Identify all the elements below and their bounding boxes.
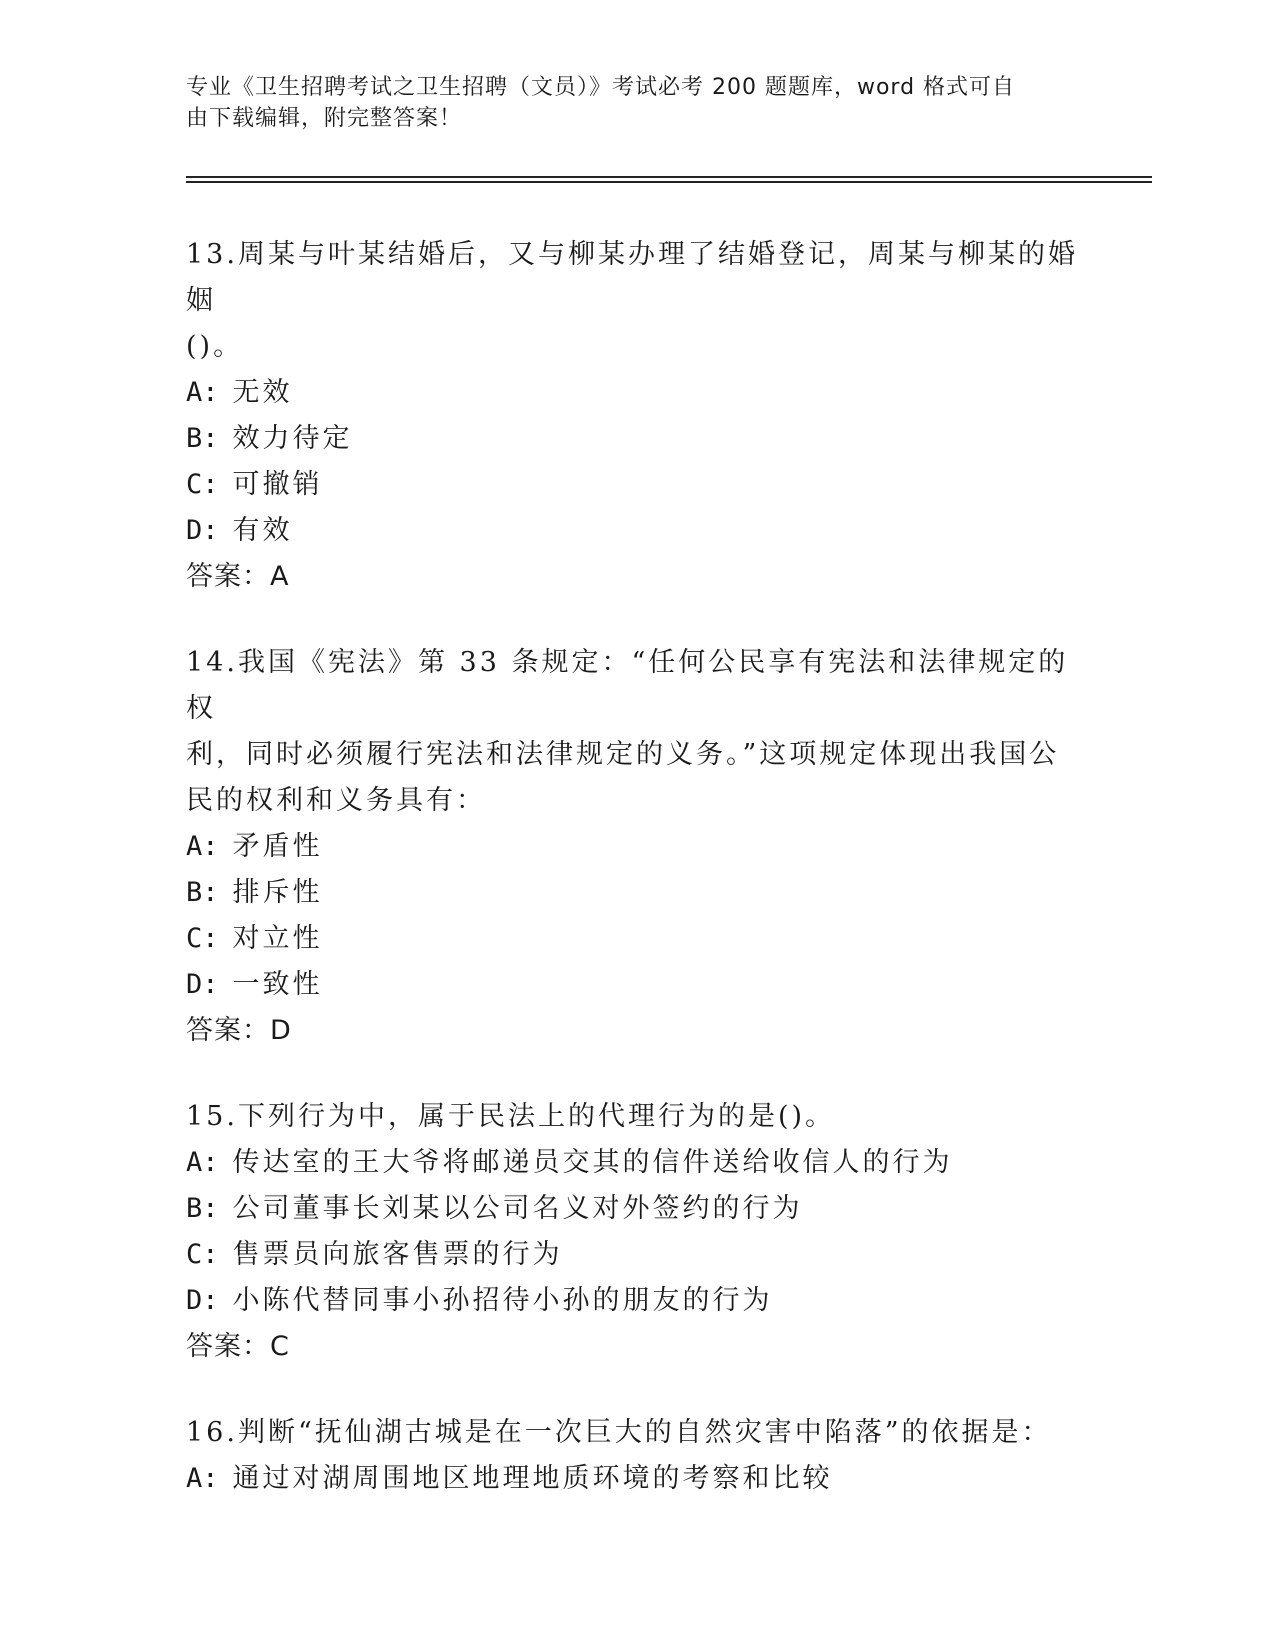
option-c [186, 916, 1086, 962]
option-b [186, 1186, 1086, 1232]
header-rule-top [186, 176, 1152, 178]
option-c [186, 462, 1086, 508]
option-letter: D: [186, 515, 219, 546]
option-text: 效力待定 [232, 423, 353, 454]
option-text: 无效 [232, 377, 293, 408]
option-d [186, 1278, 1086, 1324]
header-rule-bottom [186, 181, 1152, 183]
question-stem-line: 15.下列行为中，属于民法上的代理行为的是()。 [186, 1101, 836, 1132]
question-13 [186, 232, 1086, 600]
option-text: 传达室的王大爷将邮递员交其的信件送给收信人的行为 [232, 1147, 953, 1178]
question-15 [186, 1094, 1086, 1370]
option-letter: A: [186, 1463, 219, 1494]
question-stem-line: 13.周某与叶某结婚后，又与柳某办理了结婚登记，周某与柳某的婚姻 [186, 239, 1078, 316]
option-d [186, 962, 1086, 1008]
option-a [186, 1456, 1086, 1502]
option-text: 售票员向旅客售票的行为 [232, 1239, 563, 1270]
option-text: 矛盾性 [232, 831, 323, 862]
option-a [186, 824, 1086, 870]
question-16 [186, 1410, 1086, 1502]
question-stem-line: ()。 [186, 331, 244, 362]
option-letter: D: [186, 969, 219, 1000]
header-line-1: 专业《卫生招聘考试之卫生招聘（文员）》考试必考 200 题题库，word 格式可自 [186, 75, 1016, 100]
option-text: 小陈代替同事小孙招待小孙的朋友的行为 [232, 1285, 773, 1316]
option-letter: A: [186, 1147, 219, 1178]
option-text: 有效 [232, 515, 293, 546]
option-text: 可撤销 [232, 469, 323, 500]
answer-line: 答案：A [186, 561, 290, 592]
option-text: 排斥性 [232, 877, 323, 908]
option-a [186, 1140, 1086, 1186]
option-letter: B: [186, 423, 219, 454]
option-letter: B: [186, 877, 219, 908]
question-stem-line: 14.我国《宪法》第 33 条规定：“任何公民享有宪法和法律规定的权 [186, 647, 1069, 724]
option-b [186, 416, 1086, 462]
answer-line: 答案：D [186, 1015, 292, 1046]
question-list [186, 232, 1086, 1502]
option-letter: C: [186, 923, 219, 954]
option-letter: A: [186, 377, 219, 408]
option-text: 公司董事长刘某以公司名义对外签约的行为 [232, 1193, 803, 1224]
answer-line: 答案：C [186, 1331, 290, 1362]
header-line-2: 由下载编辑，附完整答案！ [186, 106, 463, 131]
option-letter: A: [186, 831, 219, 862]
option-letter: C: [186, 469, 219, 500]
option-text: 通过对湖周围地区地理地质环境的考察和比较 [232, 1463, 833, 1494]
document-header [186, 72, 1086, 134]
option-letter: B: [186, 1193, 219, 1224]
question-14 [186, 640, 1086, 1054]
option-text: 一致性 [232, 969, 323, 1000]
option-letter: C: [186, 1239, 219, 1270]
option-text: 对立性 [232, 923, 323, 954]
question-stem-line: 民的权利和义务具有： [186, 785, 486, 816]
option-c [186, 1232, 1086, 1278]
option-b [186, 870, 1086, 916]
option-letter: D: [186, 1285, 219, 1316]
option-d [186, 508, 1086, 554]
question-stem-line: 利，同时必须履行宪法和法律规定的义务。”这项规定体现出我国公 [186, 739, 1060, 770]
question-stem-line: 16.判断“抚仙湖古城是在一次巨大的自然灾害中陷落”的依据是： [186, 1417, 1052, 1448]
option-a [186, 370, 1086, 416]
